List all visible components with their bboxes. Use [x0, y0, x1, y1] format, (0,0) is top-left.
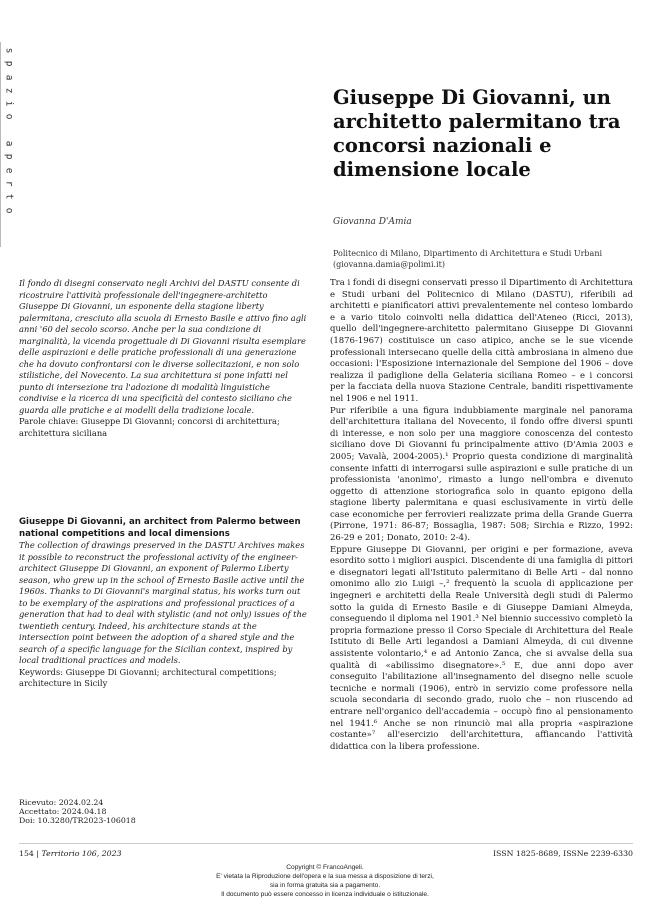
abstract-english-heading: Giuseppe Di Giovanni, an architect from Palermo between national competitions and local dimensions: [19, 517, 301, 539]
section-label-letter: a: [3, 74, 15, 81]
section-label-letter: o: [3, 114, 15, 120]
abstract-italian: [19, 278, 309, 439]
copyright-notice: [0, 863, 650, 899]
section-label-letter: e: [3, 167, 15, 174]
article-dates: [19, 798, 136, 826]
section-label-letter: r: [3, 180, 15, 187]
doi: Doi: 10.3280/TR2023-106018: [19, 816, 136, 826]
footer-page-info: [19, 849, 122, 858]
section-label-letter: i: [3, 100, 15, 107]
section-label-letter: z: [3, 87, 15, 94]
accepted-date: Accettato: 2024.04.18: [19, 807, 107, 817]
copyright-line: Copyright © FrancoAngeli.: [286, 864, 364, 871]
section-label-letter: p: [3, 154, 15, 160]
section-label-letter: s: [3, 47, 15, 54]
affiliation-email: (giovanna.damia@polimi.it): [333, 260, 445, 269]
page-number: 154: [19, 849, 34, 858]
abstract-english-text: The collection of drawings preserved in the DASTU Archives makes it possible to reconstruct the professional activity of the engineer-architect Giuseppe Di Giovanni, an exponent of Palermo Liberty season, who grew up in the school of Ernesto Basile active until the 1960s. Thanks to Di Giovanni's marginal status, his works turn out to be exemplary of the aspirations and professional practices of a generation that had to deal with stylistic (and not only) issues of the twentieth century. Indeed, his architecture stands at the intersection point between the adoption of a shared style and the search of a specific language for the Sicilian context, inspired by local traditional practices and models.: [19, 540, 307, 665]
received-date: Ricevuto: 2024.02.24: [19, 798, 104, 807]
abstract-english: [19, 517, 309, 690]
footer-rule: [19, 843, 633, 844]
section-label-spazio-aperto: [2, 44, 16, 217]
body-paragraph: Pur riferibile a una figura indubbiamente marginale nel panorama dell'architettura italiana del Novecento, il fondo offre diversi spunti di interesse, e non solo per una maggiore conoscenza del contesto siciliano dove Di Giovanni fu principalmente attivo (D'Amia 2003 e 2005; Vavalà, 2004-2005).¹ Proprio questa condizione di marginalità consente infatti di interrogarsi sulle aspirazioni e sulle pratiche di un professionista 'anonimo', rimasto a lungo nell'ombra e divenuto oggetto di attenzione storiografica solo in quanto epigono della stagione liberty palermitana e quasi esclusivamente in virtù delle case economiche per ferrovieri realizzate prima della Grande Guerra (Pirrone, 1971: 86-87; Bossaglia, 1987: 508; Sirchia e Rizzo, 1992: 26-29 e 201; Donato, 2010: 2-4).: [330, 405, 633, 544]
author-name: Giovanna D'Amia: [333, 217, 412, 227]
copyright-line: E' vietata la Riproduzione dell'opera e la sua messa a disposizione di terzi,: [216, 873, 434, 881]
section-label-letter: a: [3, 140, 15, 147]
article-title: Giuseppe Di Giovanni, un architetto palermitano tra concorsi nazionali e dimensione locale: [333, 86, 621, 181]
abstract-italian-keywords: Parole chiave: Giuseppe Di Giovanni; concorsi di architettura; architettura siciliana: [19, 416, 280, 438]
issn: ISSN 1825-8689, ISSNe 2239-6330: [492, 849, 633, 858]
body-paragraph: Eppure Giuseppe Di Giovanni, per origini e per formazione, aveva esordito sotto i migliori auspici. Discendente di una famiglia di pittori e disegnatori legati all'Istituto palermitano di Belle Arti – dal nonno omonimo allo zio Luigi –,² frequentò la scuola di applicazione per ingegneri e architetti della Reale Università degli studi di Palermo sotto la guida di Ernesto Basile e di Giuseppe Damiani Almeyda, conseguendo il diploma nel 1901.³ Nel biennio successivo completò la propria formazione presso il Corso Speciale di Architettura del Reale Istituto di Belle Arti legandosi a Damiani Almeyda, di cui divenne assistente volontario,⁴ e ad Antonio Zanca, che si avvalse della sua qualità di «abilissimo disegnatore».⁵ E, due anni dopo aver conseguito l'abilitazione all'insegnamento del disegno nelle scuole tecniche e normali (1906), entrò in servizio come professore nella scuola secondaria di secondo grado, ruolo che – non riuscendo ad entrare nell'organico dell'accademia – occupò fino al pensionamento nel 1941.⁶ Anche se non rinunciò mai alla propria «aspirazione costante»⁷ all'esercizio dell'architettura, affiancando l'attività didattica con la libera professione.: [330, 544, 633, 752]
journal-name: Territorio 106, 2023: [41, 849, 122, 858]
body-paragraph: Tra i fondi di disegni conservati presso il Dipartimento di Architettura e Studi urbani del Politecnico di Milano (DASTU), riferibili ad architetti e pianificatori attivi prevalentemente nel conteso lombardo e a vario titolo coinvolti nella didattica dell'Ateneo (Ricci, 2013), quello dell'ingegnere-architetto palermitano Giuseppe Di Giovanni (1876-1967) costituisce un caso atipico, anche se le sue vicende professionali intersecano quelle della città ambrosiana in almeno due occasioni: l'Esposizione internazionale del Sempione del 1906 – dove realizza il padiglione della Gelateria siciliana Romeo – e i concorsi per la facciata della nuova Stazione Centrale, banditi rispettivamente nel 1906 e nel 1911.: [330, 278, 633, 404]
section-label-letter: t: [3, 194, 15, 200]
copyright-line: sia in forma gratuita sia a pagamento.: [269, 882, 381, 890]
copyright-line: Il documento può essere concesso in licenza individuale o istituzionale.: [221, 891, 429, 899]
section-label-letter: o: [3, 207, 15, 214]
footer-separator: |: [36, 849, 40, 858]
abstract-italian-text: Il fondo di disegni conservato negli Archivi del DASTU consente di ricostruire l'attività professionale dell'ingegnere-architetto Giuseppe Di Giovanni, un esponente della stagione liberty palermitana, cresciuto alla scuola di Ernesto Basile e attivo fino agli anni '60 del secolo scorso. Anche per la sua condizione di marginalità, la vicenda progettuale di Di Giovanni risulta esemplare delle aspirazioni e delle pratiche professionali di una generazione che ha dovuto confrontarsi con le diverse sollecitazioni, e non solo stilistiche, del Novecento. La sua architettura si pone infatti nel punto di intersezione tra l'adozione di modalità linguistiche condivise e la ricerca di una specificità del contesto siciliano che guarda alle pratiche e ai modelli della tradizione locale.: [19, 278, 307, 415]
affiliation-institution: Politecnico di Milano, Dipartimento di Architettura e Studi Urbani: [333, 249, 603, 258]
article-body: [330, 278, 633, 753]
abstract-english-keywords: Keywords: Giuseppe Di Giovanni; architectural competitions; architecture in Sicily: [19, 666, 277, 688]
side-rule: [0, 42, 1, 247]
section-label-letter: p: [3, 61, 15, 67]
author-affiliation: [333, 248, 633, 270]
